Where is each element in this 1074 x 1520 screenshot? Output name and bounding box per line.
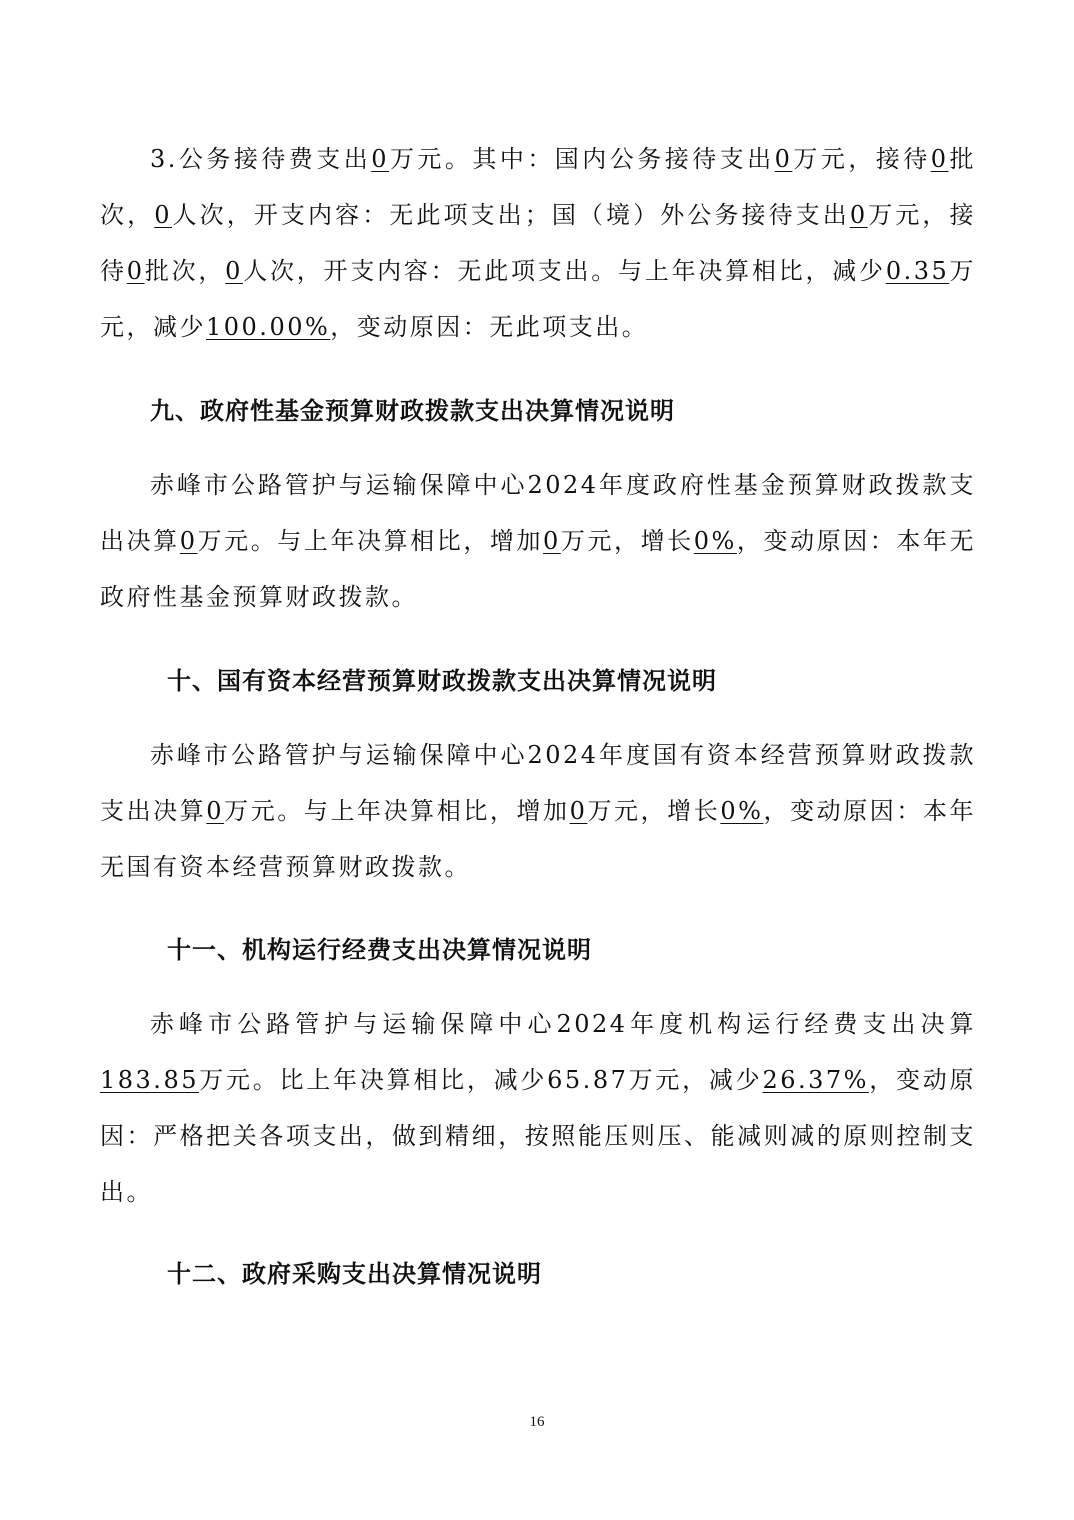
underlined-value: 0.35 [885, 257, 950, 285]
underlined-value: 0 [849, 201, 868, 229]
underlined-value: 26.37% [762, 1066, 869, 1094]
underlined-value: 0 [225, 257, 243, 285]
page-number: 16 [529, 1414, 545, 1430]
underlined-value: 0% [720, 797, 764, 825]
section-heading-12: 十二、政府采购支出决算情况说明 [167, 1260, 542, 1288]
section-heading-10: 十、国有资本经营预算财政拨款支出决算情况说明 [167, 667, 717, 695]
underlined-value: 0 [774, 145, 793, 173]
underlined-value: 0% [693, 527, 737, 555]
underlined-value: 0 [126, 257, 145, 285]
state-capital-budget-paragraph: 赤峰市公路管护与运输保障中心2024年度国有资本经营预算财政拨款支出决算0万元。与上年决算相比，增加0万元，增长0%，变动原因：本年无国有资本经营预算财政拨款。 [100, 741, 977, 881]
underlined-value: 100.00% [206, 313, 331, 341]
underlined-value: 0 [930, 145, 949, 173]
underlined-value: 0 [569, 797, 588, 825]
underlined-value: 183.85 [100, 1066, 199, 1094]
underlined-value: 0 [371, 145, 389, 173]
government-fund-budget-paragraph: 赤峰市公路管护与运输保障中心2024年度政府性基金预算财政拨款支出决算0万元。与上年决算相比，增加0万元，增长0%，变动原因：本年无政府性基金预算财政拨款。 [100, 471, 977, 611]
underlined-value: 0 [154, 201, 172, 229]
underlined-value: 0 [543, 527, 561, 555]
official-reception-expense-paragraph: 3.公务接待费支出0万元。其中：国内公务接待支出0万元，接待0批次，0人次，开支内容：无此项支出；国（境）外公务接待支出0万元，接待0批次，0人次，开支内容：无此项支出。与上年决算相比，减少0.35万元，减少100.00%，变动原因：无此项支出。 [100, 145, 977, 341]
section-heading-9: 九、政府性基金预算财政拨款支出决算情况说明 [150, 397, 675, 425]
underlined-value: 0 [206, 797, 225, 825]
operating-expense-paragraph: 赤峰市公路管护与运输保障中心2024年度机构运行经费支出决算183.85万元。比上年决算相比，减少65.87万元，减少26.37%，变动原因：严格把关各项支出，做到精细，按照能压则压、能减则减的原则控制支出。 [100, 1010, 976, 1206]
section-heading-11: 十一、机构运行经费支出决算情况说明 [167, 936, 592, 964]
underlined-value: 0 [179, 527, 198, 555]
